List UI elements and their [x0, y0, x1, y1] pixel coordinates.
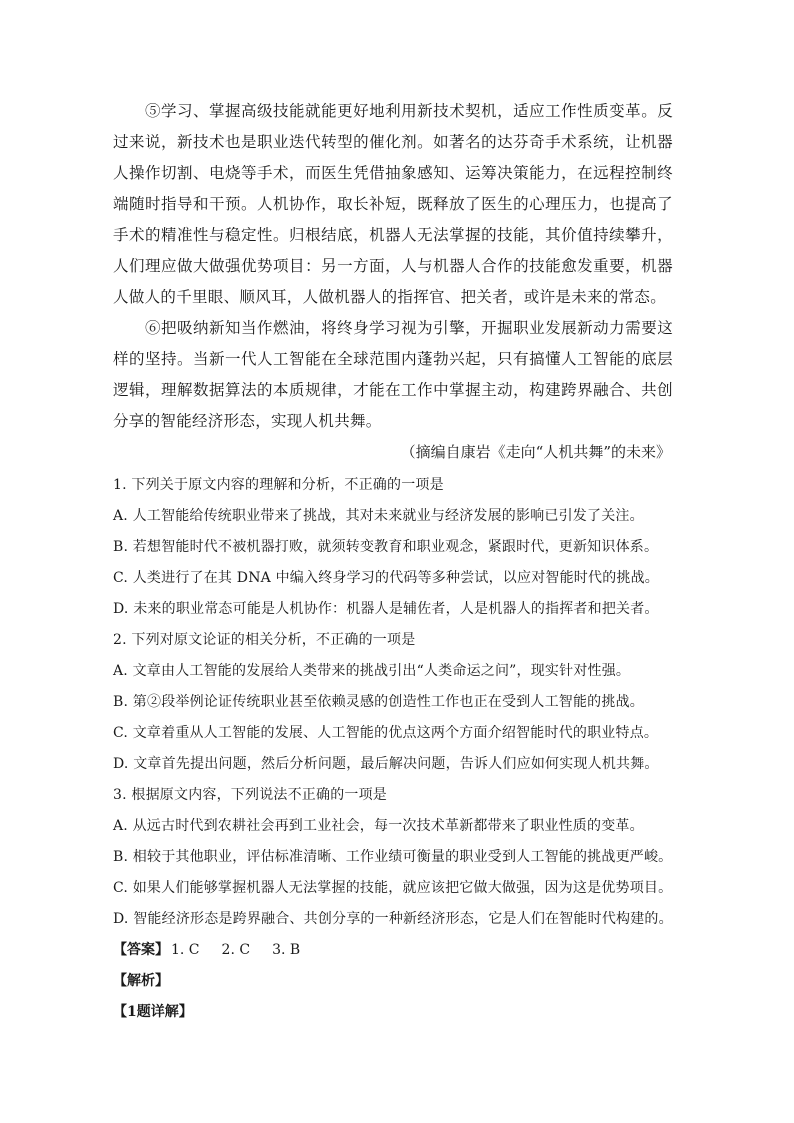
option-b: B. 相较于其他职业，评估标准清晰、工作业绩可衡量的职业受到人工智能的挑战更严峻。 — [113, 849, 673, 865]
question-stem: 3. 根据原文内容，下列说法不正确的一项是 — [113, 787, 388, 803]
question-stem: 2. 下列对原文论证的相关分析，不正确的一项是 — [113, 632, 416, 648]
option-c: C. 文章着重从人工智能的发展、人工智能的优点这两个方面介绍智能时代的职业特点。 — [113, 725, 659, 741]
option-c: C. 人类进行了在其 DNA 中编入终身学习的代码等多种尝试，以应对智能时代的挑战。 — [113, 570, 659, 586]
question-1 — [113, 470, 673, 625]
question-list — [113, 470, 673, 935]
answer-item: 1. C — [171, 942, 200, 958]
option-a: A. 从远古时代到农耕社会再到工业社会，每一次技术革新都带来了职业性质的变革。 — [113, 818, 644, 834]
detail-label: 【1题详解】 — [113, 1004, 193, 1020]
answer-label: 【答案】 — [113, 942, 169, 958]
option-b: B. 若想智能时代不被机器打败，就须转变教育和职业观念，紧跟时代，更新知识体系。 — [113, 539, 659, 555]
option-d: D. 文章首先提出问题，然后分析问题，最后解决问题，告诉人们应如何实现人机共舞。 — [113, 756, 659, 772]
question-2 — [113, 625, 673, 780]
passage-source: （摘编自康岩《走向“人机共舞”的未来》 — [400, 443, 671, 461]
question-3 — [113, 780, 673, 935]
option-a: A. 文章由人工智能的发展给人类带来的挑战引出“人类命运之问”，现实针对性强。 — [113, 663, 631, 679]
option-b: B. 第②段举例论证传统职业甚至依赖灵感的创造性工作也正在受到人工智能的挑战。 — [113, 694, 644, 710]
answer-items — [171, 942, 322, 958]
answer-item: 2. C — [221, 942, 251, 958]
analysis-label: 【解析】 — [113, 973, 169, 989]
option-a: A. 人工智能给传统职业带来了挑战，其对未来就业与经济发展的影响已引发了关注。 — [113, 508, 644, 524]
passage — [113, 96, 673, 468]
option-d: D. 未来的职业常态可能是人机协作：机器人是辅佐者，人是机器人的指挥者和把关者。 — [113, 601, 659, 617]
answer-line — [113, 935, 673, 966]
option-d: D. 智能经济形态是跨界融合、共创分享的一种新经济形态，它是人们在智能时代构建的。 — [113, 911, 673, 927]
question-stem: 1. 下列关于原文内容的理解和分析，不正确的一项是 — [113, 477, 444, 493]
document-page — [113, 96, 673, 1028]
answer-item: 3. B — [272, 942, 301, 958]
passage-paragraph-5: ⑤学习、掌握高级技能就能更好地利用新技术契机，适应工作性质变革。反过来说，新技术也是职业迭代转型的催化剂。如著名的达芬奇手术系统，让机器人操作切割、电烧等手术，而医生凭借抽象感知、运筹决策能力，在远程控制终端随时指导和干预。人机协作，取长补短，既释放了医生的心理压力，也提高了手术的精准性与稳定性。归根结底，机器人无法掌握的技能，其价值持续攀升，人们理应做大做强优势项目：另一方面，人与机器人合作的技能愈发重要，机器人做人的千里眼、顺风耳，人做机器人的指挥官、把关者，或许是未来的常态。 — [113, 102, 673, 306]
passage-paragraph-6: ⑥把吸纳新知当作燃油，将终身学习视为引擎，开掘职业发展新动力需要这样的坚持。当新一代人工智能在全球范围内蓬勃兴起，只有搞懂人工智能的底层逻辑，理解数据算法的本质规律，才能在工作中掌握主动，构建跨界融合、共创分享的智能经济形态，实现人机共舞。 — [113, 319, 673, 430]
option-c: C. 如果人们能够掌握机器人无法掌握的技能，就应该把它做大做强，因为这是优势项目。 — [113, 880, 673, 896]
